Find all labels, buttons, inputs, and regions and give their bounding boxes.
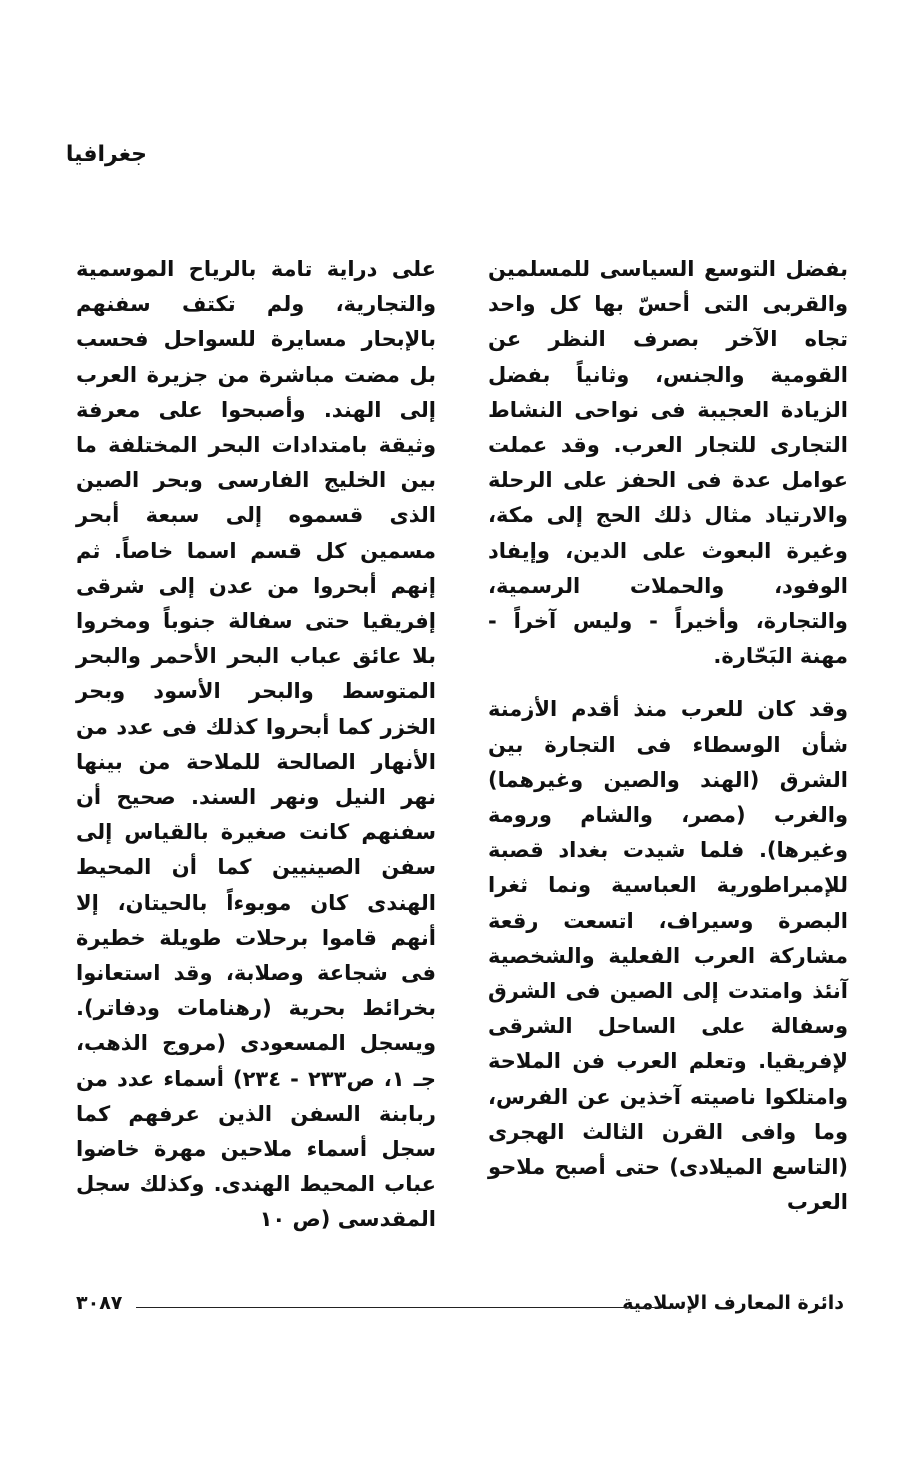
page-footer	[76, 1292, 844, 1322]
paragraph: بفضل التوسع السياسى للمسلمين والقربى التى أحسّ بها كل واحد تجاه الآخر بصرف النظر عن القومية والجنس، وثانياً بفضل الزيادة العجيبة فى نواحى النشاط التجارى للتجار العرب. وقد عملت عوامل عدة فى الحفز على الرحلة والارتياد مثال ذلك الحج إلى مكة، وغيرة البعوث على الدين، وإيفاد الوفود، والحملات الرسمية، والتجارة، وأخيراً - وليس آخراً - مهنة البَحّارة.	[488, 257, 848, 669]
paragraph-spacer	[488, 674, 848, 692]
paragraph: وقد كان للعرب منذ أقدم الأزمنة شأن الوسطاء فى التجارة بين الشرق (الهند والصين وغيرهما) والغرب (مصر، والشام ورومة وغيرها). فلما شيدت بغداد قصبة للإمبراطورية العباسية ونما ثغرا البصرة وسيراف، اتسعت رقعة مشاركة العرب الفعلية والشخصية آنئذ وامتدت إلى الصين فى الشرق وسفالة على الساحل الشرقى لإفريقيا. وتعلم العرب فن الملاحة وامتلكوا ناصيته آخذين عن الفرس، وما وافى القرن الثالث الهجرى (التاسع الميلادى) حتى أصبح ملاحو العرب	[488, 697, 848, 1215]
footer-rule	[136, 1307, 658, 1308]
right-column	[488, 252, 848, 1220]
footer-title: دائرة المعارف الإسلامية	[622, 1292, 844, 1314]
paragraph: على دراية تامة بالرياح الموسمية والتجارية، ولم تكتف سفنهم بالإبحار مسايرة للسواحل فحسب بل مضت مباشرة من جزيرة العرب إلى الهند. وأصبحوا على معرفة وثيقة بامتدادات البحر المختلفة ما بين الخليج الفارسى وبحر الصين الذى قسموه إلى سبعة أبحر مسمين كل قسم اسما خاصاً. ثم إنهم أبحروا من عدن إلى شرقى إفريقيا حتى سفالة جنوباً ومخروا بلا عائق عباب البحر الأحمر والبحر المتوسط والبحر الأسود وبحر الخزر كما أبحروا كذلك فى عدد من الأنهار الصالحة للملاحة من بينها نهر النيل ونهر السند. صحيح أن سفنهم كانت صغيرة بالقياس إلى سفن الصينيين كما أن المحيط الهندى كان موبوءاً بالحيتان، إلا أنهم قاموا برحلات طويلة خطيرة فى شجاعة وصلابة، وقد استعانوا بخرائط بحرية (رهنامات ودفاتر). ويسجل المسعودى (مروج الذهب، جـ ١، ص٢٣٣ - ٢٣٤) أسماء عدد من ربابنة السفن الذين عرفهم كما سجل أسماء ملاحين مهرة خاضوا عباب المحيط الهندى. وكذلك سجل المقدسى (ص ١٠	[76, 257, 437, 1232]
page-number: ٣٠٨٧	[76, 1292, 123, 1314]
running-head: جغرافيا	[65, 142, 147, 167]
left-column	[76, 252, 436, 1238]
